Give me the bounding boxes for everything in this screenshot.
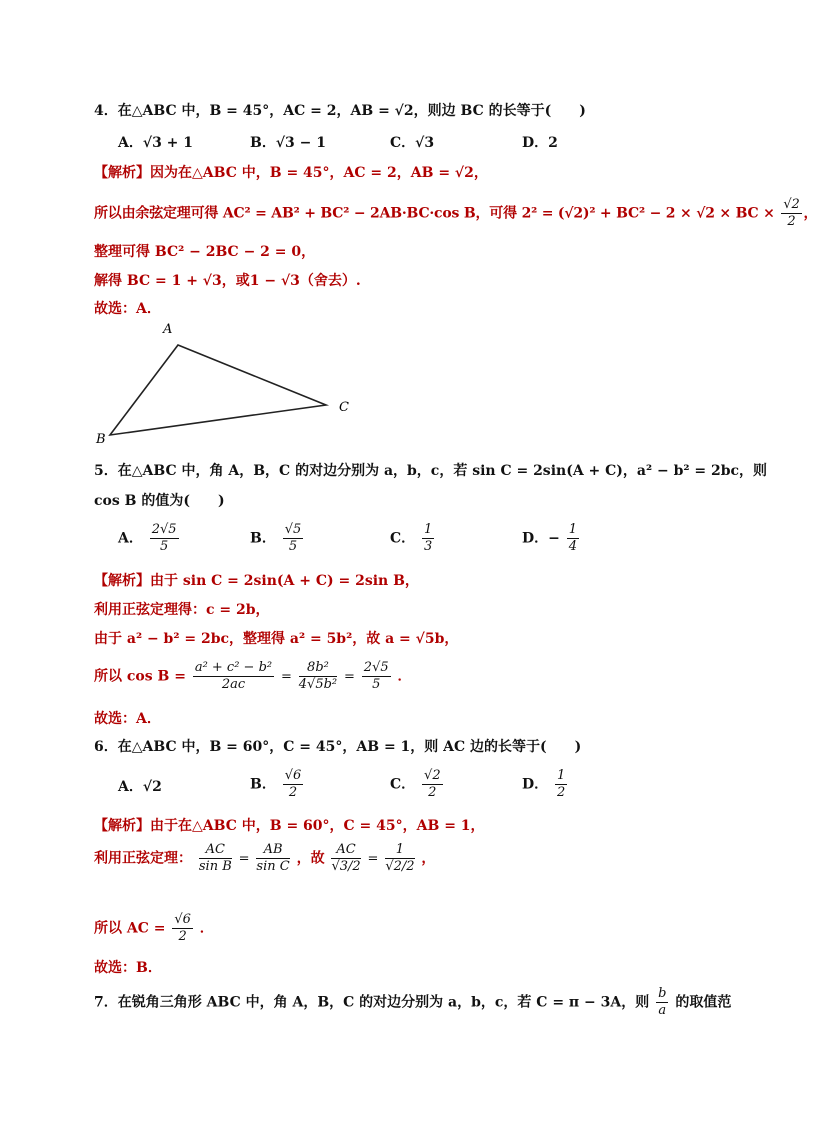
- q4-stem: 4．在△ABC 中，B = 45°，AC = 2，AB = √2，则边 BC 的长等于( ): [94, 103, 586, 119]
- q4-option-a: A．√3 + 1: [118, 135, 194, 151]
- q5-analysis-line-1: 利用正弦定理得：c = 2b，: [94, 602, 270, 618]
- vertex-b-label: B: [96, 432, 106, 447]
- q5-fraction-3: [362, 660, 391, 693]
- q6-l1-fraction-4: [385, 842, 414, 875]
- q4-line1-text: 所以由余弦定理可得 AC² = AB² + BC² − 2AB·BC·cos B，可得 2² = (√2)² + BC² − 2 × √2 × BC ×: [94, 205, 775, 222]
- q4-option-d: D．2: [522, 135, 558, 151]
- q5-option-b-den: 5: [288, 539, 298, 554]
- q6-option-c: [390, 768, 445, 801]
- q6-option-c-den: 2: [428, 785, 437, 800]
- q6-option-b-den: 2: [288, 785, 298, 800]
- q6-l1-equals-1: =: [238, 851, 250, 867]
- q6-option-d-num: 1: [557, 768, 566, 783]
- q5-option-d-fraction: [567, 522, 579, 555]
- q6-option-d-label: D．: [522, 776, 549, 793]
- q5-fraction-1: [193, 660, 274, 693]
- q6-l1-end: ，: [421, 850, 436, 867]
- q5-option-a-num: 2√5: [151, 522, 177, 537]
- q6-l1-f3-den: √3/2: [331, 859, 361, 874]
- q6-l2-den: 2: [178, 929, 187, 944]
- q5-f1-num: a² + c² − b²: [194, 660, 273, 675]
- q7-stem-end: 的取值范: [675, 994, 732, 1011]
- q4-answer: 故选：A．: [94, 301, 161, 317]
- q6-l1-f1-den: sin B: [198, 859, 232, 874]
- q5-answer: 故选：A．: [94, 711, 161, 727]
- q4-analysis-line-1: [94, 197, 817, 230]
- q5-f3-num: 2√5: [363, 660, 389, 675]
- q5-f2-num: 8b²: [299, 660, 337, 677]
- q5-fraction-2: [299, 660, 337, 693]
- q5-analysis-line-3: [94, 660, 412, 693]
- q5-option-a-den: 5: [160, 539, 169, 554]
- q7-stem: [94, 986, 731, 1019]
- q5-option-d: [522, 522, 581, 555]
- q6-l1-f4-num: 1: [385, 842, 414, 859]
- q4-analysis-line-2: 整理可得 BC² − 2BC − 2 = 0，: [94, 244, 316, 260]
- q6-l1-fraction-2: [256, 842, 289, 875]
- q5-f2-den: 4√5b²: [298, 677, 338, 692]
- q6-l2-end: ．: [199, 920, 214, 937]
- q5-equals-1: =: [281, 669, 292, 685]
- q5-line3-prefix: 所以 cos B =: [94, 668, 186, 685]
- q6-l1-f3-num: AC: [331, 842, 360, 859]
- q6-l2-fraction: [172, 912, 193, 945]
- q5-option-a: [118, 522, 181, 555]
- q5-f3-den: 5: [372, 677, 381, 692]
- q6-l1-f4-den: √2/2: [385, 859, 415, 874]
- q6-option-c-fraction: [422, 768, 443, 801]
- q6-option-b: [250, 768, 305, 801]
- q4-line1-fraction: [781, 197, 801, 230]
- q5-line3-end: ．: [397, 668, 412, 685]
- q5-analysis-line-2: 由于 a² − b² = 2bc，整理得 a² = 5b²，故 a = √5b，: [94, 631, 459, 647]
- q6-option-a: A．√2: [118, 779, 162, 795]
- q6-l1-f2-num: AB: [256, 842, 289, 859]
- q5-option-d-den: 4: [568, 539, 578, 554]
- q6-analysis-line-1: [94, 842, 435, 875]
- q6-line1-prefix: 利用正弦定理：: [94, 850, 192, 867]
- q7-stem-text: 7．在锐角三角形 ABC 中，角 A，B，C 的对边分别为 a，b，c，若 C = π − 3A，则: [94, 994, 650, 1011]
- q6-option-c-label: C．: [390, 776, 416, 793]
- q5-option-a-label: A．: [118, 530, 143, 547]
- q5-option-b-fraction: [283, 522, 304, 555]
- triangle-figure: [90, 315, 370, 445]
- q7-frac-num: b: [658, 986, 667, 1001]
- q6-analysis-heading: 【解析】由于在△ABC 中，B = 60°，C = 45°，AB = 1，: [94, 818, 485, 834]
- q4-analysis-line-3: 解得 BC = 1 + √3，或1 − √3（舍去）.: [94, 273, 361, 289]
- q4-option-b: B．√3 − 1: [250, 135, 326, 151]
- q4-line1-frac-den: 2: [787, 214, 796, 229]
- q6-option-b-fraction: [283, 768, 304, 801]
- q4-line1-frac-num: √2: [783, 197, 800, 212]
- q6-option-b-num: √6: [284, 768, 302, 783]
- vertex-a-label: A: [163, 322, 173, 337]
- q7-fraction: [656, 986, 668, 1019]
- q6-analysis-line-2: [94, 912, 214, 945]
- q4-line1-end: ，: [803, 205, 817, 222]
- q5-stem-line-2: cos B 的值为( ): [94, 493, 225, 509]
- q5-equals-2: =: [344, 669, 355, 685]
- q6-option-d: [522, 768, 569, 801]
- q5-option-b: [250, 522, 305, 555]
- q6-l1-f2-den: sin C: [256, 859, 290, 874]
- q5-option-d-num: 1: [568, 522, 578, 537]
- q5-option-c-fraction: [422, 522, 434, 555]
- q5-option-c: [390, 522, 436, 555]
- q5-f1-den: 2ac: [221, 677, 246, 692]
- q6-line2-prefix: 所以 AC =: [94, 920, 166, 937]
- q6-option-d-den: 2: [557, 785, 566, 800]
- q5-analysis-heading: 【解析】由于 sin C = 2sin(A + C) = 2sin B，: [94, 573, 419, 589]
- q6-stem: 6．在△ABC 中，B = 60°，C = 45°，AB = 1，则 AC 边的长等于( ): [94, 739, 582, 755]
- q6-option-d-fraction: [555, 768, 567, 801]
- q6-answer: 故选：B．: [94, 960, 162, 976]
- q6-l1-fraction-3: [331, 842, 360, 875]
- q5-option-c-den: 3: [424, 539, 433, 554]
- q7-frac-den: a: [658, 1003, 667, 1018]
- q6-l1-equals-2: =: [367, 851, 379, 867]
- q5-option-b-num: √5: [284, 522, 302, 537]
- q5-stem-line-1: 5．在△ABC 中，角 A，B，C 的对边分别为 a，b，c，若 sin C = 2sin(A + C)，a² − b² = 2bc，则: [94, 463, 768, 479]
- q6-l1-f1-num: AC: [199, 842, 232, 859]
- q5-option-d-label: D．−: [522, 530, 560, 547]
- q4-analysis-heading: 【解析】因为在△ABC 中，B = 45°，AC = 2，AB = √2，: [94, 165, 488, 181]
- q6-l1-mid: ，故: [296, 850, 325, 867]
- q4-option-c: C．√3: [390, 135, 435, 151]
- q6-l2-num: √6: [174, 912, 191, 927]
- q6-option-c-num: √2: [424, 768, 441, 783]
- q5-option-b-label: B．: [250, 530, 276, 547]
- vertex-c-label: C: [339, 400, 349, 415]
- q5-option-c-label: C．: [390, 530, 416, 547]
- q6-l1-fraction-1: [199, 842, 232, 875]
- triangle-shape: [110, 345, 326, 435]
- q5-option-a-fraction: [150, 522, 179, 555]
- q6-option-b-label: B．: [250, 776, 276, 793]
- q5-option-c-num: 1: [424, 522, 433, 537]
